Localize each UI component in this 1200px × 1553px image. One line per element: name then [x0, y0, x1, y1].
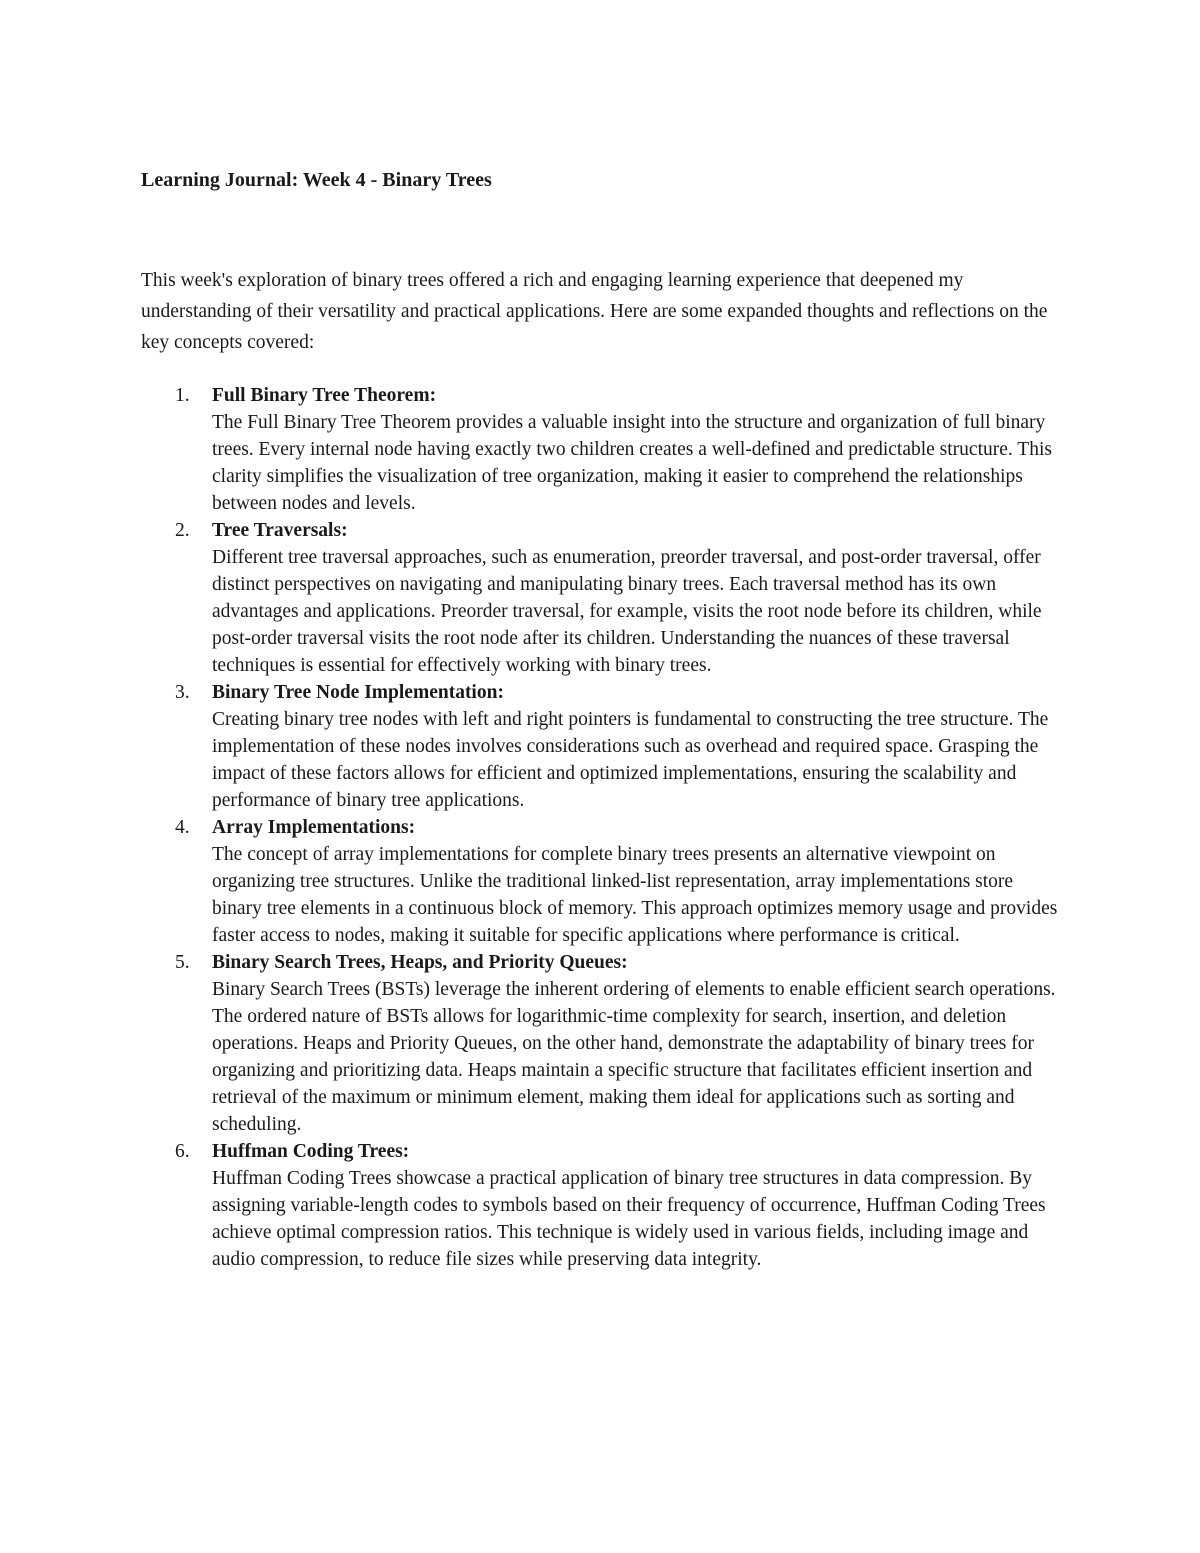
list-item: [141, 382, 1066, 517]
list-item-heading: Array Implementations:: [212, 817, 416, 838]
list-item: [141, 1138, 1066, 1273]
intro-paragraph: This week's exploration of binary trees offered a rich and engaging learning experience that deepened my understanding of their versatility and practical applications. Here are some expanded thoughts and reflections on the key concepts covered:: [141, 270, 1048, 353]
list-item-body: Binary Search Trees (BSTs) leverage the inherent ordering of elements to enable efficient search operations. The ordered nature of BSTs allows for logarithmic-time complexity for search, insertion, and deletion operations. Heaps and Priority Queues, on the other hand, demonstrate the adaptability of binary trees for organizing and prioritizing data. Heaps maintain a specific structure that facilitates efficient insertion and retrieval of the maximum or minimum element, making them ideal for applications such as sorting and scheduling.: [212, 979, 1056, 1135]
list-item-heading: Huffman Coding Trees:: [212, 1141, 410, 1162]
list-item: [141, 814, 1066, 949]
list-item: [141, 949, 1066, 1138]
topic-list: [141, 382, 1066, 1273]
list-item-body: Different tree traversal approaches, such as enumeration, preorder traversal, and post-order traversal, offer distinct perspectives on navigating and manipulating binary trees. Each traversal method has its own advantages and applications. Preorder traversal, for example, visits the root node before its children, while post-order traversal visits the root node after its children. Understanding the nuances of these traversal techniques is essential for effectively working with binary trees.: [212, 547, 1042, 676]
list-item-heading: Full Binary Tree Theorem:: [212, 385, 437, 406]
list-item-body: Huffman Coding Trees showcase a practical application of binary tree structures in data compression. By assigning variable-length codes to symbols based on their frequency of occurrence, Huffman Coding Trees achieve optimal compression ratios. This technique is widely used in various fields, including image and audio compression, to reduce file sizes while preserving data integrity.: [212, 1168, 1046, 1270]
list-item-number: 1.: [175, 385, 190, 406]
list-item-number: 3.: [175, 682, 190, 703]
document-page: [141, 166, 1066, 1273]
list-item-heading: Tree Traversals:: [212, 520, 348, 541]
list-item-number: 4.: [175, 817, 190, 838]
list-item-body: The Full Binary Tree Theorem provides a valuable insight into the structure and organization of full binary trees. Every internal node having exactly two children creates a well-defined and predictable structure. This clarity simplifies the visualization of tree organization, making it easier to comprehend the relationships between nodes and levels.: [212, 412, 1052, 514]
document-title: Learning Journal: Week 4 - Binary Trees: [141, 169, 492, 191]
list-item-number: 2.: [175, 520, 190, 541]
list-item: [141, 679, 1066, 814]
list-item-number: 5.: [175, 952, 190, 973]
list-item-body: The concept of array implementations for complete binary trees presents an alternative viewpoint on organizing tree structures. Unlike the traditional linked-list representation, array implementations store binary tree elements in a continuous block of memory. This approach optimizes memory usage and provides faster access to nodes, making it suitable for specific applications where performance is critical.: [212, 844, 1058, 946]
list-item-body: Creating binary tree nodes with left and right pointers is fundamental to constructing the tree structure. The implementation of these nodes involves considerations such as overhead and required space. Grasping the impact of these factors allows for efficient and optimized implementations, ensuring the scalability and performance of binary tree applications.: [212, 709, 1049, 811]
list-item-heading: Binary Search Trees, Heaps, and Priority Queues:: [212, 952, 628, 973]
list-item: [141, 517, 1066, 679]
list-item-heading: Binary Tree Node Implementation:: [212, 682, 504, 703]
list-item-number: 6.: [175, 1141, 190, 1162]
